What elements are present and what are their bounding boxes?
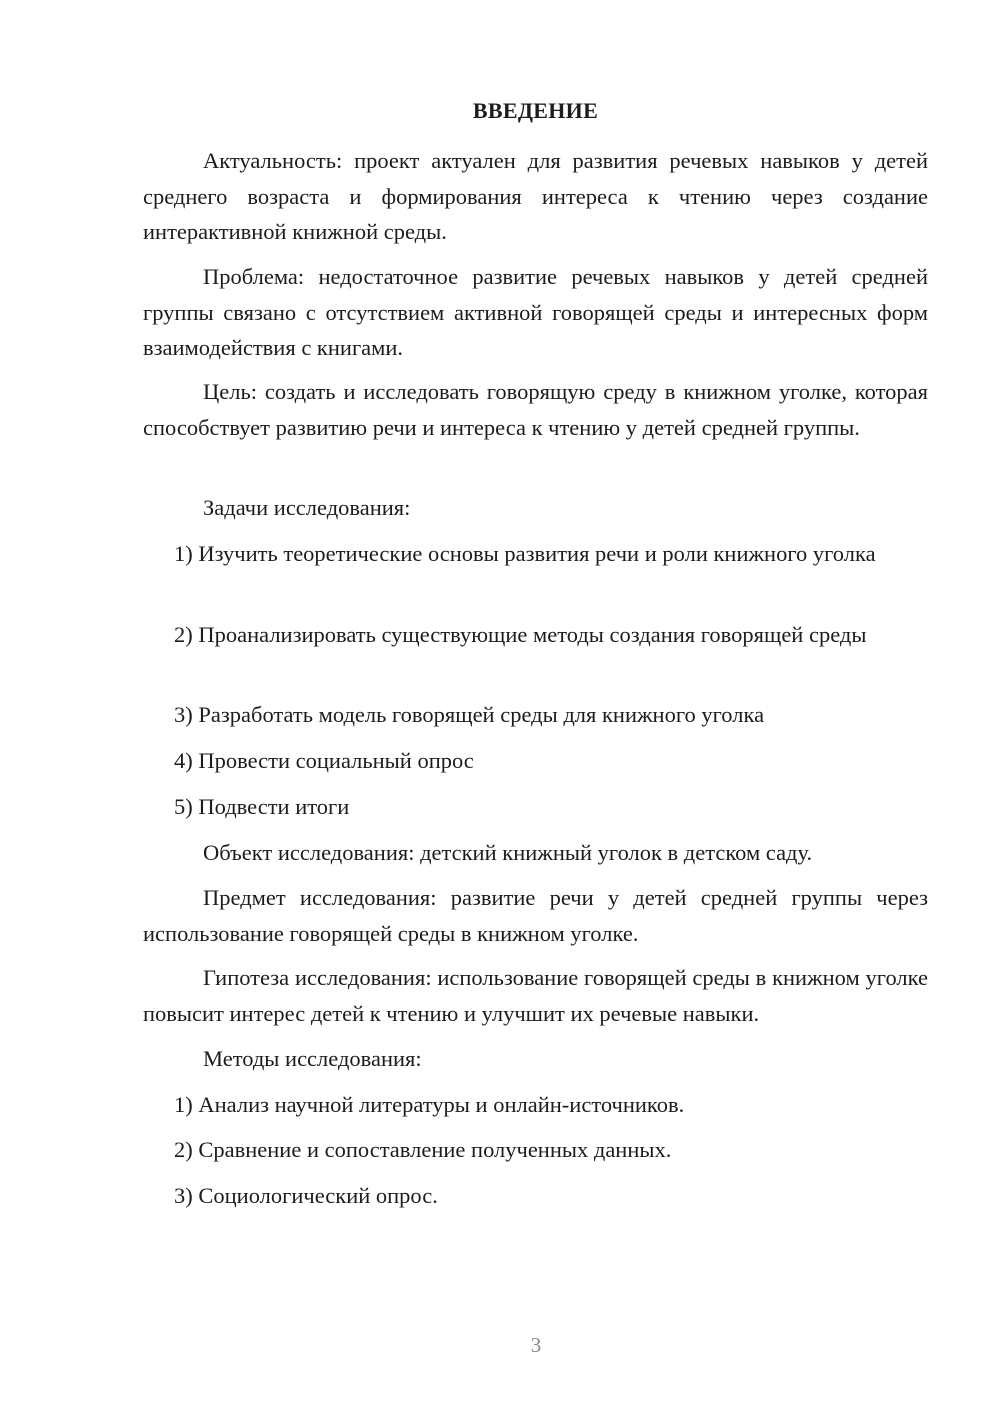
hypothesis-paragraph: Гипотеза исследования: использование говорящей среды в книжном уголке повысит интерес детей к чтению и улучшит их речевые навыки. (143, 965, 928, 1026)
goal-paragraph: Цель: создать и исследовать говорящую среду в книжном уголке, которая способствует развитию речи и интереса к чтению у детей средней группы. (143, 379, 928, 440)
task-item-1: 1) Изучить теоретические основы развития речи и роли книжного уголка (174, 541, 876, 566)
task-item-5: 5) Подвести итоги (174, 794, 350, 819)
page-title: ВВЕДЕНИЕ (472, 98, 599, 123)
methods-heading: Методы исследования: (203, 1046, 422, 1071)
method-item-1: 1) Анализ научной литературы и онлайн-источников. (174, 1092, 685, 1117)
method-item-3: 3) Социологический опрос. (174, 1183, 438, 1208)
task-item-2: 2) Проанализировать существующие методы создания говорящей среды (174, 622, 867, 647)
problem-paragraph: Проблема: недостаточное развитие речевых навыков у детей средней группы связано с отсутствием активной говорящей среды и интересных форм взаимодействия с книгами. (143, 264, 928, 360)
tasks-heading: Задачи исследования: (203, 495, 411, 520)
relevance-paragraph: Актуальность: проект актуален для развития речевых навыков у детей среднего возраста и формирования интереса к чтению через создание интерактивной книжной среды. (143, 148, 928, 244)
task-item-3: 3) Разработать модель говорящей среды для книжного уголка (174, 702, 765, 727)
method-item-2: 2) Сравнение и сопоставление полученных данных. (174, 1137, 672, 1162)
subject-paragraph: Предмет исследования: развитие речи у детей средней группы через использование говорящей среды в книжном уголке. (143, 885, 928, 946)
object-paragraph: Объект исследования: детский книжный уголок в детском саду. (203, 840, 813, 865)
page-number: 3 (530, 1333, 542, 1357)
task-item-4: 4) Провести социальный опрос (174, 748, 474, 773)
